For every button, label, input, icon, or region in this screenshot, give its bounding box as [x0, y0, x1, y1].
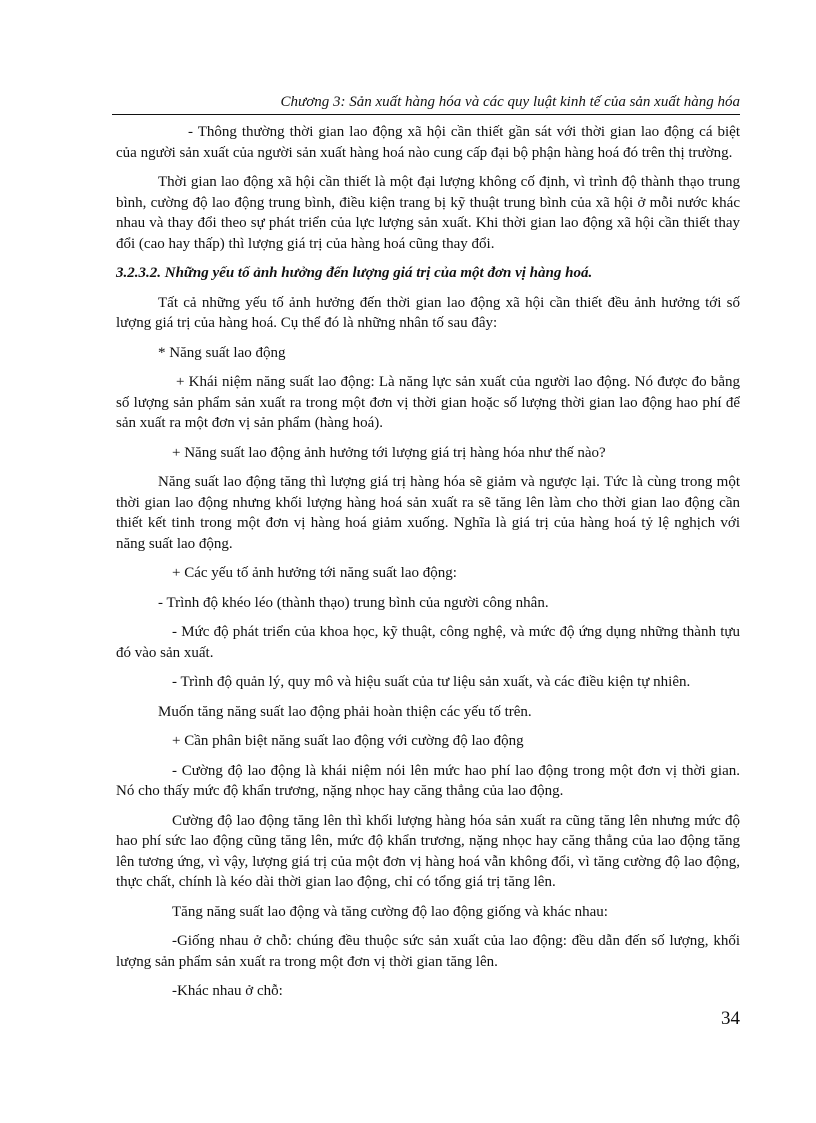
paragraph-9: - Mức độ phát triển của khoa học, kỹ thuật, công nghệ, và mức độ ứng dụng những thành tựu đó vào sản xuất. [116, 624, 740, 661]
page-body [116, 122, 740, 1011]
paragraph-15: Tăng năng suất lao động và tăng cường độ lao động giống và khác nhau: [172, 903, 608, 920]
paragraph-7: + Các yếu tố ảnh hưởng tới năng suất lao động: [172, 565, 457, 581]
header-divider [112, 114, 740, 115]
bullet-heading: * Năng suất lao động [158, 344, 286, 361]
paragraph-4: + Khái niệm năng suất lao động: Là năng lực sản xuất của người lao động. Nó được đo bằng số lượng sản phẩm sản xuất ra trong một đơn vị thời gian hoặc số lượng thời gian lao động hao phí để sản xuất ra một đơn vị sản phẩm (hàng hoá). [116, 374, 740, 431]
paragraph-10: - Trình độ quản lý, quy mô và hiệu suất của tư liệu sản xuất, và các điều kiện tự nhiên. [172, 674, 691, 690]
paragraph-11: Muốn tăng năng suất lao động phải hoàn thiện các yếu tố trên. [158, 703, 532, 720]
paragraph-17: -Khác nhau ở chỗ: [172, 983, 283, 999]
section-heading: 3.2.3.2. Những yếu tố ảnh hưởng đến lượng giá trị của một đơn vị hàng hoá. [116, 265, 593, 281]
paragraph-6: Năng suất lao động tăng thì lượng giá trị hàng hóa sẽ giảm và ngược lại. Tức là cùng trong một thời gian lao động nhưng khối lượng hàng hoá sản xuất ra sẽ tăng lên làm cho thời gian lao động cần thiết kết tinh trong một đơn vị hàng hoá giảm xuống. Nghĩa là giá trị của hàng hoá tỷ lệ nghịch với năng suất lao động. [116, 474, 740, 552]
paragraph-5: + Năng suất lao động ảnh hưởng tới lượng giá trị hàng hóa như thế nào? [172, 444, 606, 461]
paragraph-12: + Cần phân biệt năng suất lao động với cường độ lao động [172, 733, 524, 749]
page-number: 34 [721, 1008, 740, 1029]
paragraph-13: - Cường độ lao động là khái niệm nói lên mức hao phí lao động trong một đơn vị thời gian. Nó cho thấy mức độ khẩn trương, nặng nhọc hay căng thẳng của lao động. [116, 762, 740, 799]
running-header: Chương 3: Sản xuất hàng hóa và các quy luật kinh tế của sản xuất hàng hóa [280, 94, 740, 110]
paragraph-1: - Thông thường thời gian lao động xã hội cần thiết gần sát với thời gian lao động cá biệt của người sản xuất của người sản xuất hàng hoá nào cung cấp đại bộ phận hàng hoá đó trên thị trường. [116, 124, 740, 161]
paragraph-14: Cường độ lao động tăng lên thì khối lượng hàng hóa sản xuất ra cũng tăng lên nhưng mức độ hao phí sức lao động cũng tăng lên, mức độ khẩn trương, nặng nhọc hay căng thẳng của lao động tăng lên tương ứng, vì vậy, lượng giá trị của một đơn vị hàng hoá vẫn không đổi, vì tăng cường độ lao động, thực chất, chính là kéo dài thời gian lao động, chỉ có tổng giá trị tăng lên. [116, 812, 740, 890]
paragraph-3: Tất cả những yếu tố ảnh hưởng đến thời gian lao động xã hội cần thiết đều ảnh hưởng tới số lượng giá trị của hàng hoá. Cụ thể đó là những nhân tố sau đây: [116, 294, 740, 331]
paragraph-8: - Trình độ khéo léo (thành thạo) trung bình của người công nhân. [158, 594, 549, 611]
paragraph-16: -Giống nhau ở chỗ: chúng đều thuộc sức sản xuất của lao động: đều dẫn đến số lượng, khối lượng sản phẩm sản xuất ra trong một đơn vị thời gian tăng lên. [116, 933, 740, 970]
paragraph-2: Thời gian lao động xã hội cần thiết là một đại lượng không cố định, vì trình độ thành thạo trung bình, cường độ lao động trung bình, điều kiện trang bị kỹ thuật trung bình của xã hội ở mỗi nước khác nhau và thay đổi theo sự phát triển của lực lượng sản xuất. Khi thời gian lao động xã hội cần thiết thay đổi (cao hay thấp) thì lượng giá trị của hàng hoá cũng thay đổi. [116, 174, 740, 252]
